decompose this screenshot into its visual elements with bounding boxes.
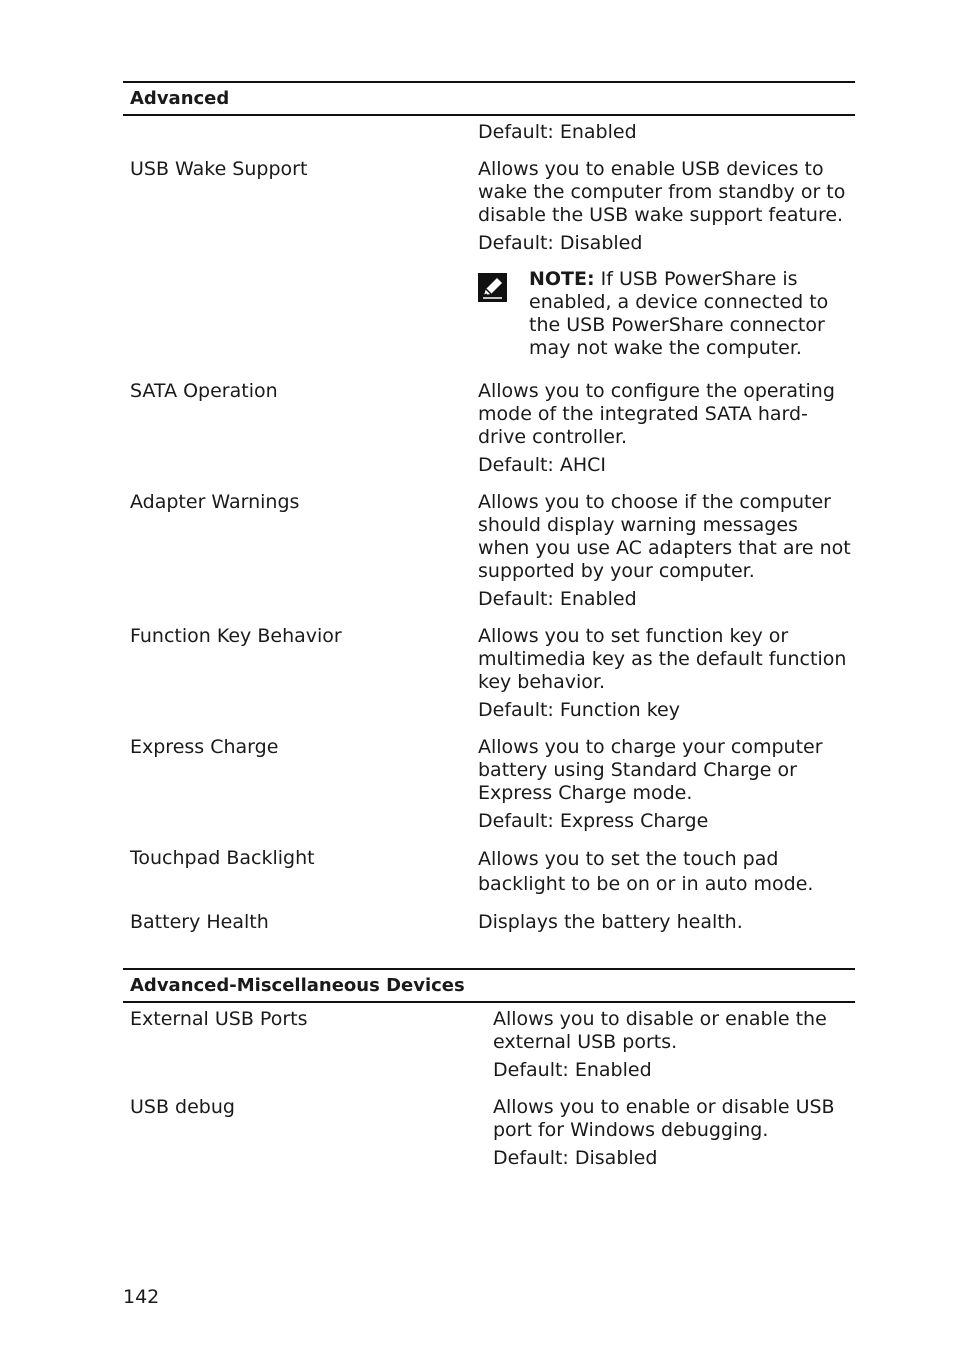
table-row	[123, 380, 855, 477]
table-row	[123, 625, 855, 722]
note-pencil-icon	[478, 273, 507, 302]
page-number: 142	[123, 1286, 160, 1308]
setting-label: Battery Health	[130, 911, 269, 933]
setting-description	[478, 121, 853, 144]
setting-label: Touchpad Backlight	[130, 847, 315, 869]
default-value: Default: Disabled	[493, 1147, 658, 1169]
table-row	[123, 1096, 855, 1170]
table-row	[123, 491, 855, 611]
table-row	[123, 911, 855, 934]
setting-description	[493, 1096, 853, 1170]
description-paragraph: Allows you to choose if the computer should display warning messages when you use AC adapters that are not supported by your computer.	[478, 491, 851, 582]
default-value: Default: Enabled	[493, 1059, 652, 1081]
advanced-section	[123, 81, 855, 934]
description-paragraph: Allows you to set function key or multimedia key as the default function key behavior.	[478, 625, 847, 693]
description-paragraph: Allows you to enable USB devices to wake the computer from standby or to disable the USB wake support feature.	[478, 158, 846, 226]
setting-description	[493, 1008, 853, 1082]
setting-label: External USB Ports	[130, 1008, 308, 1030]
setting-label: Adapter Warnings	[130, 491, 300, 513]
table-row	[123, 158, 855, 360]
setting-label: SATA Operation	[130, 380, 278, 402]
setting-label: USB Wake Support	[130, 158, 308, 180]
note-text	[529, 268, 851, 360]
section-title: Advanced	[123, 81, 855, 116]
table-row	[123, 736, 855, 833]
default-value: Default: AHCI	[478, 454, 607, 476]
setting-label: Express Charge	[130, 736, 279, 758]
default-value: Default: Express Charge	[478, 810, 709, 832]
description-paragraph: Allows you to enable or disable USB port for Windows debugging.	[493, 1096, 835, 1141]
setting-description	[478, 625, 853, 722]
description-paragraph: Displays the battery health.	[478, 911, 743, 933]
note-label: NOTE:	[529, 268, 595, 290]
description-paragraph: Allows you to charge your computer battery using Standard Charge or Express Charge mode.	[478, 736, 823, 804]
table-row	[123, 1008, 855, 1082]
advanced-misc-devices-section	[123, 968, 855, 1170]
description-paragraph: Allows you to disable or enable the external USB ports.	[493, 1008, 827, 1053]
note-box	[478, 268, 853, 360]
table-row	[123, 121, 855, 144]
setting-description	[478, 380, 853, 477]
setting-description	[478, 736, 853, 833]
setting-description	[478, 158, 853, 360]
note-body: If USB PowerShare is enabled, a device connected to the USB PowerShare connector may not wake the computer.	[529, 268, 829, 359]
setting-description	[478, 911, 853, 934]
default-value: Default: Enabled	[478, 588, 637, 610]
setting-description	[478, 847, 853, 897]
table-row	[123, 847, 855, 897]
setting-description	[478, 491, 853, 611]
setting-label: Function Key Behavior	[130, 625, 342, 647]
default-value: Default: Disabled	[478, 232, 643, 254]
section-title: Advanced-Miscellaneous Devices	[123, 968, 855, 1003]
description-paragraph: Allows you to set the touch pad backlight to be on or in auto mode.	[478, 848, 814, 895]
default-value: Default: Function key	[478, 699, 680, 721]
description-paragraph: Default: Enabled	[478, 121, 637, 143]
description-paragraph: Allows you to configure the operating mode of the integrated SATA hard-drive controller.	[478, 380, 835, 448]
setting-label: USB debug	[130, 1096, 235, 1118]
